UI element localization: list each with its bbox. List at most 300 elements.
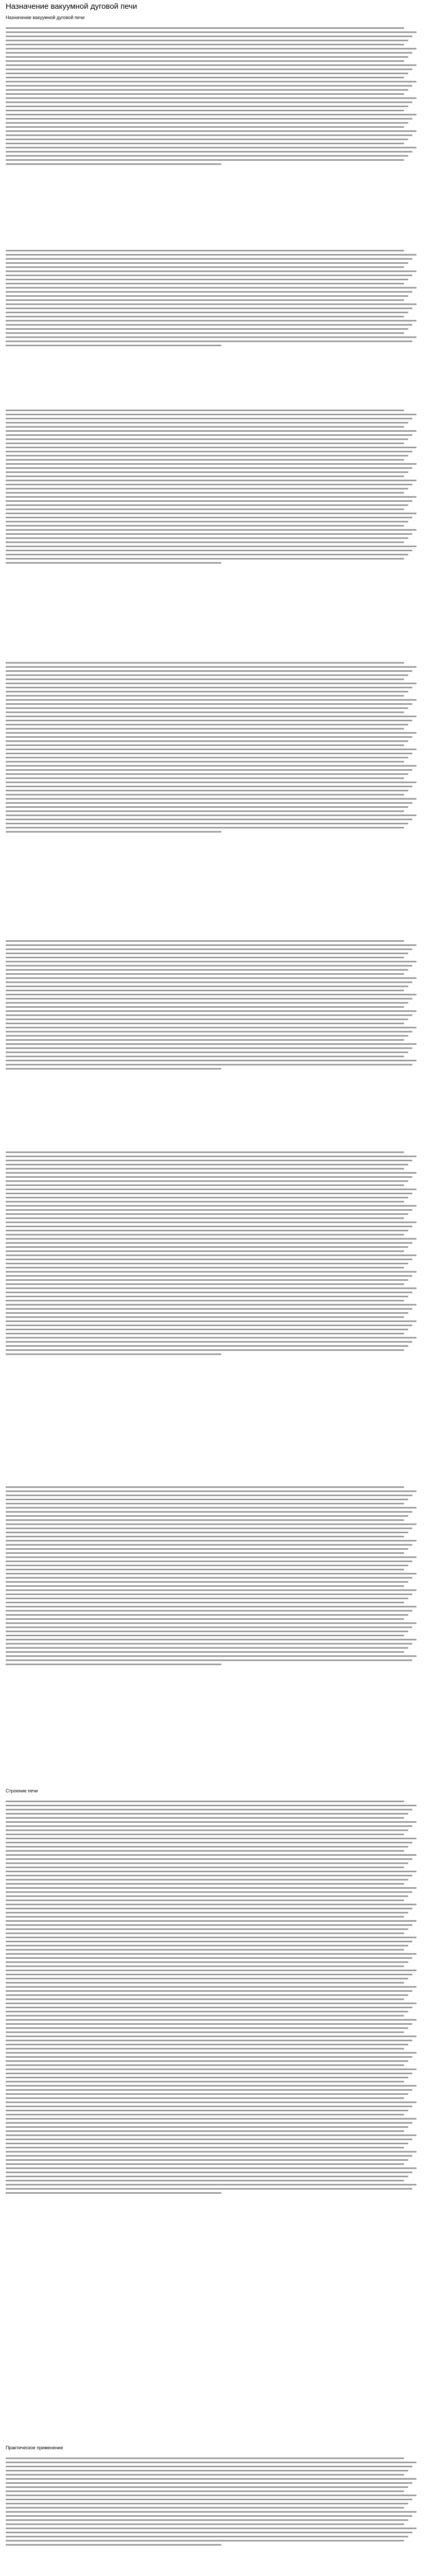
text-line: [6, 1945, 408, 1946]
text-line: [6, 1031, 412, 1032]
text-line: [6, 2540, 404, 2541]
text-line: [6, 2102, 416, 2103]
text-line: [6, 1594, 412, 1595]
text-line: [6, 1569, 404, 1570]
text-line: [6, 786, 412, 787]
text-line: [6, 1164, 408, 1165]
text-line: [6, 1238, 416, 1240]
text-line: [6, 1060, 416, 1061]
text-line: [6, 270, 416, 272]
text-line: [6, 1160, 412, 1161]
text-line: [6, 2118, 416, 2120]
text-line: [6, 443, 404, 444]
text-line: [6, 1300, 404, 1301]
text-line: [6, 2126, 408, 2128]
text-line: [6, 1659, 412, 1661]
text-line: [6, 426, 404, 428]
text-line: [6, 1168, 404, 1170]
text-line: [6, 316, 404, 317]
text-line: [6, 1589, 416, 1591]
text-line: [6, 2532, 412, 2533]
text-line: [6, 1813, 408, 1815]
text-line: [6, 2474, 404, 2476]
text-line: [6, 716, 416, 717]
text-line: [6, 2027, 408, 2029]
text-line: [6, 2184, 416, 2185]
text-line: [6, 2097, 404, 2099]
text-line: [6, 106, 408, 107]
text-line: [6, 73, 408, 74]
text-line: [6, 831, 221, 833]
text-line: [6, 1213, 408, 1215]
text-line: [6, 1499, 408, 1500]
text-line: [6, 1883, 404, 1885]
text-line: [6, 691, 408, 692]
text-line: [6, 110, 404, 111]
text-line: [6, 724, 408, 725]
text-line: [6, 782, 416, 783]
text-line: [6, 1602, 404, 1603]
text-line: [6, 765, 416, 767]
text-line: [6, 521, 408, 522]
text-line: [6, 1193, 412, 1194]
text-line: [6, 1577, 412, 1579]
text-line: [6, 769, 412, 771]
text-line: [6, 2023, 412, 2025]
text-line: [6, 341, 412, 342]
text-line: [6, 806, 408, 808]
text-line: [6, 537, 408, 539]
text-line: [6, 1250, 404, 1252]
text-line: [6, 410, 404, 411]
text-line: [6, 533, 412, 535]
text-line: [6, 1242, 412, 1244]
text-line: [6, 695, 404, 697]
text-line: [6, 1027, 416, 1028]
text-line: [6, 1304, 416, 1306]
text-line: [6, 944, 416, 946]
text-line: [6, 1068, 221, 1070]
text-line: [6, 973, 404, 975]
text-line: [6, 1287, 416, 1289]
text-line: [6, 1900, 404, 1901]
text-line: [6, 1585, 404, 1587]
text-line: [6, 1523, 416, 1525]
text-line: [6, 2056, 412, 2058]
text-line: [6, 93, 404, 95]
text-line: [6, 1626, 412, 1628]
text-line: [6, 546, 416, 547]
text-line: [6, 488, 408, 489]
text-line: [6, 948, 412, 950]
text-line: [6, 1271, 416, 1273]
text-line: [6, 1862, 408, 1864]
text-line: [6, 1043, 416, 1045]
text-line: [6, 1014, 412, 1016]
text-line: [6, 2192, 221, 2194]
text-line: [6, 1622, 416, 1624]
text-line: [6, 336, 416, 338]
text-line: [6, 794, 404, 795]
text-line: [6, 275, 412, 276]
text-line: [6, 1486, 404, 1488]
text-line: [6, 969, 408, 971]
text-line: [6, 312, 408, 313]
text-line: [6, 1887, 416, 1889]
text-line: [6, 324, 412, 326]
practice-heading: Практическое применение: [6, 2445, 63, 2450]
text-line: [6, 77, 404, 78]
text-line: [6, 455, 408, 456]
text-line: [6, 2093, 408, 2095]
text-line: [6, 500, 412, 502]
text-line: [6, 2503, 408, 2504]
text-line: [6, 1209, 412, 1211]
text-line: [6, 1151, 404, 1153]
text-line: [6, 139, 408, 140]
text-line: [6, 1895, 408, 1897]
text-line: [6, 1561, 412, 1562]
text-line: [6, 151, 412, 152]
text-line: [6, 1023, 404, 1024]
text-line: [6, 2536, 408, 2537]
text-line: [6, 163, 221, 165]
text-line: [6, 122, 408, 124]
text-line: [6, 687, 412, 688]
text-line: [6, 1978, 408, 1979]
text-line: [6, 1259, 412, 1260]
text-line: [6, 1197, 408, 1198]
text-line: [6, 1990, 412, 1992]
text-line: [6, 1503, 404, 1504]
text-line: [6, 1941, 412, 1942]
text-line: [6, 1180, 408, 1182]
text-line: [6, 1573, 416, 1574]
text-line: [6, 1655, 416, 1657]
text-line: [6, 1643, 412, 1645]
text-line: [6, 2031, 404, 2033]
text-line: [6, 1618, 404, 1620]
text-line: [6, 126, 404, 128]
text-line: [6, 2458, 404, 2459]
text-line: [6, 1838, 416, 1839]
text-line: [6, 720, 412, 721]
text-line: [6, 262, 408, 264]
text-line: [6, 2515, 412, 2517]
text-line: [6, 2163, 404, 2165]
text-line: [6, 1912, 408, 1913]
text-line: [6, 940, 404, 942]
text-line: [6, 1825, 412, 1827]
text-line: [6, 451, 412, 452]
text-line: [6, 250, 404, 251]
text-line: [6, 31, 416, 33]
text-line: [6, 2048, 404, 2049]
text-line: [6, 101, 412, 103]
text-line: [6, 1635, 404, 1636]
text-line: [6, 2528, 416, 2529]
text-line: [6, 2486, 408, 2488]
text-line: [6, 1511, 412, 1513]
text-line: [6, 2511, 416, 2513]
text-line: [6, 2478, 416, 2480]
text-line: [6, 492, 404, 494]
text-line: [6, 418, 412, 419]
text-line: [6, 1316, 404, 1318]
text-line: [6, 1809, 412, 1810]
text-line: [6, 513, 416, 514]
text-line: [6, 1345, 408, 1347]
text-line: [6, 2167, 416, 2169]
text-block: [6, 2455, 421, 2554]
text-line: [6, 1916, 404, 1918]
text-line: [6, 463, 416, 465]
text-line: [6, 1920, 416, 1922]
text-line: [6, 1552, 404, 1554]
text-line: [6, 1998, 404, 2000]
text-line: [6, 790, 408, 791]
page-subtitle: Назначение вакуумной дуговой печи: [6, 15, 85, 20]
text-line: [6, 707, 408, 709]
text-line: [6, 56, 408, 58]
text-line: [6, 134, 412, 136]
text-line: [6, 2482, 412, 2484]
text-line: [6, 558, 404, 560]
text-line: [6, 40, 408, 41]
text-block: [6, 938, 421, 1078]
text-line: [6, 1515, 408, 1517]
text-line: [6, 27, 404, 29]
text-line: [6, 965, 412, 967]
text-line: [6, 957, 404, 958]
text-line: [6, 1279, 408, 1281]
text-line: [6, 258, 412, 260]
text-line: [6, 1222, 416, 1223]
text-line: [6, 998, 412, 999]
text-line: [6, 97, 416, 99]
text-line: [6, 52, 412, 54]
text-line: [6, 1201, 404, 1202]
text-line: [6, 1039, 404, 1041]
text-line: [6, 60, 404, 62]
text-line: [6, 562, 221, 564]
text-line: [6, 1234, 404, 1235]
text-line: [6, 728, 404, 730]
text-line: [6, 1879, 408, 1880]
text-line: [6, 1598, 408, 1599]
text-line: [6, 525, 404, 527]
text-line: [6, 143, 404, 144]
text-line: [6, 1540, 416, 1541]
text-line: [6, 986, 408, 987]
text-line: [6, 1875, 412, 1876]
text-line: [6, 1217, 404, 1219]
text-line: [6, 827, 404, 828]
text-line: [6, 1871, 416, 1872]
text-line: [6, 1349, 404, 1351]
text-line: [6, 2081, 404, 2082]
text-line: [6, 332, 404, 334]
text-line: [6, 529, 416, 531]
text-line: [6, 2507, 404, 2509]
text-line: [6, 1495, 412, 1496]
text-line: [6, 1172, 416, 1174]
text-line: [6, 1064, 412, 1065]
text-line: [6, 1647, 408, 1649]
text-line: [6, 773, 408, 775]
text-line: [6, 2110, 408, 2111]
text-line: [6, 732, 416, 734]
text-line: [6, 447, 416, 448]
text-line: [6, 674, 408, 676]
text-line: [6, 1858, 412, 1860]
text-line: [6, 471, 408, 473]
text-line: [6, 1842, 412, 1843]
text-line: [6, 36, 412, 37]
text-line: [6, 155, 408, 157]
text-line: [6, 1002, 408, 1004]
text-line: [6, 2130, 404, 2132]
text-line: [6, 744, 404, 746]
text-line: [6, 711, 404, 713]
text-block: [6, 1149, 421, 1363]
text-line: [6, 1312, 408, 1314]
text-line: [6, 1556, 416, 1558]
text-line: [6, 2114, 404, 2115]
text-line: [6, 1341, 412, 1343]
text-line: [6, 670, 412, 672]
text-line: [6, 422, 408, 423]
text-line: [6, 303, 416, 305]
text-line: [6, 147, 416, 148]
text-line: [6, 1953, 416, 1955]
text-line: [6, 459, 404, 461]
text-line: [6, 1846, 408, 1848]
text-line: [6, 1821, 416, 1823]
text-line: [6, 990, 404, 991]
text-line: [6, 287, 416, 289]
text-line: [6, 291, 412, 293]
text-line: [6, 1226, 412, 1227]
text-line: [6, 1006, 404, 1008]
text-line: [6, 1507, 416, 1509]
text-line: [6, 2077, 408, 2078]
text-line: [6, 2064, 404, 2066]
text-line: [6, 749, 416, 750]
text-line: [6, 1606, 416, 1607]
text-line: [6, 2188, 412, 2190]
text-line: [6, 2085, 416, 2087]
text-line: [6, 2147, 404, 2148]
text-line: [6, 819, 412, 820]
text-line: [6, 1296, 408, 1297]
text-line: [6, 761, 404, 762]
text-line: [6, 2470, 408, 2471]
text-line: [6, 1337, 416, 1338]
text-line: [6, 1230, 408, 1231]
text-line: [6, 81, 416, 82]
text-line: [6, 1528, 412, 1529]
text-line: [6, 299, 404, 301]
text-line: [6, 981, 412, 983]
text-line: [6, 328, 408, 330]
text-line: [6, 2069, 416, 2070]
text-line: [6, 1519, 404, 1521]
text-line: [6, 683, 416, 684]
text-line: [6, 1805, 416, 1806]
text-line: [6, 777, 404, 779]
text-line: [6, 1536, 404, 1537]
text-line: [6, 1994, 408, 1996]
text-line: [6, 2155, 412, 2157]
text-line: [6, 118, 412, 120]
text-line: [6, 802, 412, 804]
text-line: [6, 1850, 404, 1852]
text-line: [6, 85, 412, 87]
text-line: [6, 434, 412, 436]
text-line: [6, 517, 412, 518]
text-line: [6, 295, 408, 297]
text-block: [6, 659, 421, 841]
text-line: [6, 2466, 412, 2467]
text-line: [6, 1548, 408, 1550]
text-block: [6, 247, 421, 354]
text-line: [6, 1205, 416, 1207]
text-line: [6, 666, 416, 668]
text-line: [6, 504, 408, 506]
text-line: [6, 1891, 412, 1893]
text-line: [6, 48, 416, 49]
text-line: [6, 1156, 416, 1157]
text-line: [6, 1957, 412, 1959]
structure-heading: Строение печи: [6, 1788, 38, 1793]
text-line: [6, 699, 416, 701]
text-line: [6, 1801, 404, 1802]
text-line: [6, 283, 404, 284]
text-line: [6, 2073, 412, 2074]
text-line: [6, 1035, 408, 1037]
text-line: [6, 2019, 416, 2021]
text-line: [6, 2011, 408, 2012]
text-line: [6, 320, 416, 321]
text-line: [6, 1639, 416, 1640]
text-line: [6, 2044, 408, 2045]
text-line: [6, 1581, 408, 1583]
text-line: [6, 1982, 404, 1984]
text-block: [6, 1798, 421, 2202]
text-line: [6, 1974, 412, 1975]
text-line: [6, 308, 412, 309]
text-line: [6, 703, 412, 705]
text-line: [6, 2151, 416, 2153]
text-line: [6, 1246, 408, 1248]
text-line: [6, 1904, 416, 1905]
text-block: [6, 1484, 421, 1673]
text-line: [6, 2495, 416, 2496]
text-line: [6, 2089, 412, 2091]
text-line: [6, 1490, 416, 1492]
text-line: [6, 1933, 404, 1934]
text-line: [6, 810, 404, 812]
text-line: [6, 114, 416, 115]
text-line: [6, 2523, 404, 2525]
text-line: [6, 541, 404, 543]
text-line: [6, 757, 408, 758]
text-line: [6, 254, 416, 256]
text-line: [6, 2052, 416, 2054]
text-line: [6, 753, 412, 754]
text-block: [6, 25, 421, 173]
